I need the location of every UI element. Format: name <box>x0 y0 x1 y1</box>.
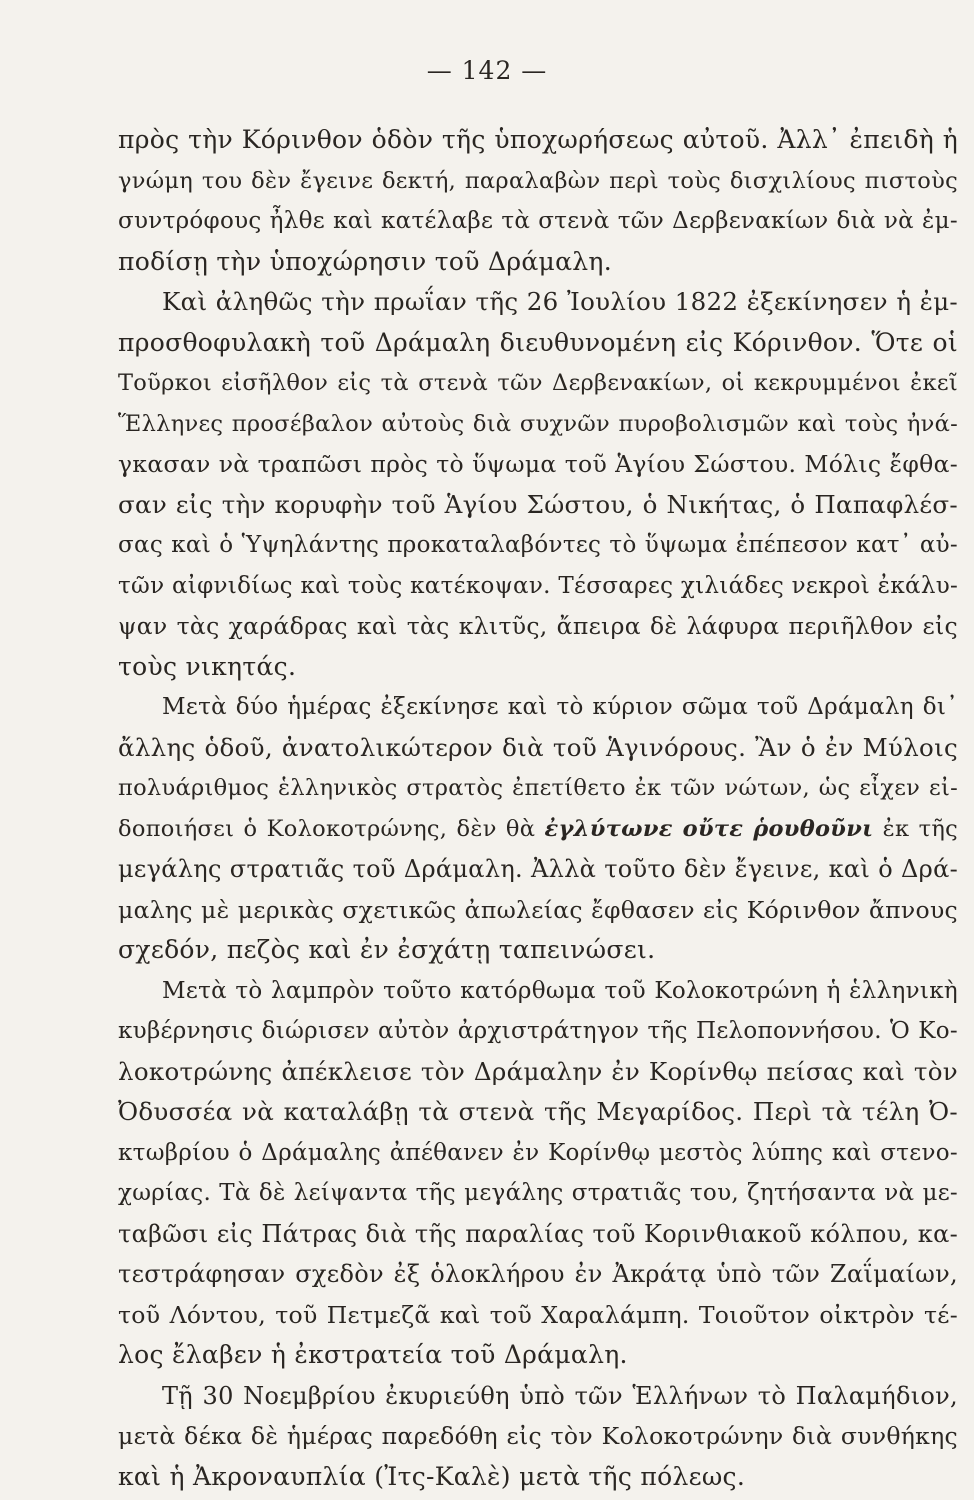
text-line: καὶ ἡ Ἀκροναυπλία (Ἰτς-Καλὲ) μετὰ τῆς πόλεως. <box>118 1461 746 1491</box>
emphasized-phrase: ἐγλύτωνε οὔτε ῥουθοῦνι <box>544 815 874 842</box>
text-line: τοῦ Λόντου, τοῦ Πετμεζᾶ καὶ τοῦ Χαραλάμπη. Τοιοῦτον οἰκτρὸν τέ- <box>118 1300 958 1329</box>
text-line: ἄλλης ὁδοῦ, ἀνατολικώτερον διὰ τοῦ Ἁγινόρους. Ἂν ὁ ἐν Μύλοις <box>118 732 958 762</box>
text-line: ψαν τὰς χαράδρας καὶ τὰς κλιτῦς, ἄπειρα δὲ λάφυρα περιῆλθον εἰς <box>118 612 958 640</box>
text-line: σχεδόν, πεζὸς καὶ ἐν ἐσχάτῃ ταπεινώσει. <box>118 935 656 964</box>
text-line: Ἕλληνες προσέβαλον αὐτοὺς διὰ συχνῶν πυροβολισμῶν καὶ τοὺς ἠνά- <box>118 410 958 437</box>
text-line: σαν εἰς τὴν κορυφὴν τοῦ Ἁγίου Σώστου, ὁ Νικήτας, ὁ Παπαφλέσ- <box>118 489 958 519</box>
body-text <box>118 120 958 1497</box>
text-line: ταβῶσι εἰς Πάτρας διὰ τῆς παραλίας τοῦ Κορινθιακοῦ κόλπου, κα- <box>118 1219 958 1248</box>
text-line: τοὺς νικητάς. <box>118 651 297 681</box>
text-line: λος ἔλαβεν ἡ ἐκστρατεία τοῦ Δράμαλη. <box>118 1340 628 1369</box>
text-line: τῶν αἰφνιδίως καὶ τοὺς κατέκοψαν. Τέσσαρες χιλιάδες νεκροὶ ἐκάλυ- <box>118 572 959 599</box>
text-line: γκασαν νὰ τραπῶσι πρὸς τὸ ὕψωμα τοῦ Ἁγίου Σώστου. Μόλις ἔφθα- <box>118 450 958 478</box>
text-fragment: δοποιήσει ὁ Κολοκοτρώνης, δὲν θὰ <box>118 815 545 842</box>
text-line: κτωβρίου ὁ Δράμαλης ἀπέθανεν ἐν Κορίνθῳ μεστὸς λύπης καὶ στενο- <box>118 1139 958 1166</box>
text-fragment: ἐκ τῆς <box>873 815 959 842</box>
text-line: πρὸς τὴν Κόρινθον ὁδὸν τῆς ὑποχωρήσεως αὐτοῦ. Ἀλλ᾿ ἐπειδὴ ἡ <box>118 125 958 154</box>
page-number: — 142 — <box>426 56 548 85</box>
text-line: Μετὰ δύο ἡμέρας ἐξεκίνησε καὶ τὸ κύριον σῶμα τοῦ Δράμαλη δι᾿ <box>162 694 958 720</box>
text-line: Τοῦρκοι εἰσῆλθον εἰς τὰ στενὰ τῶν Δερβενακίων, οἱ κεκρυμμένοι ἐκεῖ <box>118 370 958 396</box>
text-line: συντρόφους ἦλθε καὶ κατέλαβε τὰ στενὰ τῶν Δερβενακίων διὰ νὰ ἐμ- <box>118 208 958 234</box>
text-line <box>118 809 958 850</box>
text-line: Μετὰ τὸ λαμπρὸν τοῦτο κατόρθωμα τοῦ Κολοκοτρώνη ἡ ἑλληνικὴ <box>162 977 958 1004</box>
text-line: μεγάλης στρατιᾶς τοῦ Δράμαλη. Ἀλλὰ τοῦτο δὲν ἔγεινε, καὶ ὁ Δρά- <box>118 855 958 883</box>
text-line: Τῇ 30 Νοεμβρίου ἐκυριεύθη ὑπὸ τῶν Ἑλλήνων τὸ Παλαμήδιον, <box>162 1381 958 1410</box>
text-line: γνώμη του δὲν ἔγεινε δεκτή, παραλαβὼν περὶ τοὺς δισχιλίους πιστοὺς <box>118 167 958 194</box>
text-line: ποδίσῃ τὴν ὑποχώρησιν τοῦ Δράμαλη. <box>118 246 612 276</box>
text-line: Ὀδυσσέα νὰ καταλάβῃ τὰ στενὰ τῆς Μεγαρίδος. Περὶ τὰ τέλη Ὀ- <box>118 1097 958 1126</box>
text-line: προσθοφυλακὴ τοῦ Δράμαλη διευθυνομένη εἰς Κόρινθον. Ὅτε οἱ <box>118 327 958 357</box>
text-line: σας καὶ ὁ Ὑψηλάντης προκαταλαβόντες τὸ ὕψωμα ἐπέπεσον κατ᾿ αὐ- <box>118 532 958 558</box>
text-line: τεστράφησαν σχεδὸν ἐξ ὁλοκλήρου ἐν Ἀκράτᾳ ὑπὸ τῶν Ζαΐμαίων, <box>118 1260 958 1288</box>
text-line: κυβέρνησις διώρισεν αὐτὸν ἀρχιστράτηγον τῆς Πελοποννήσου. Ὁ Κο- <box>118 1018 958 1044</box>
text-line: μαλης μὲ μερικὰς σχετικῶς ἀπωλείας ἔφθασεν εἰς Κόρινθον ἄπνους <box>118 895 958 924</box>
text-line: πολυάριθμος ἑλληνικὸς στρατὸς ἐπετίθετο ἐκ τῶν νώτων, ὡς εἶχεν εἰ- <box>118 775 958 801</box>
text-line: λοκοτρώνης ἀπέκλεισε τὸν Δράμαλην ἐν Κορίνθῳ πείσας καὶ τὸν <box>118 1056 958 1086</box>
text-line: Καὶ ἀληθῶς τὴν πρωΐαν τῆς 26 Ἰουλίου 1822 ἐξεκίνησεν ἡ ἐμ- <box>162 287 958 316</box>
text-line: χωρίας. Τὰ δὲ λείψαντα τῆς μεγάλης στρατιᾶς του, ζητήσαντα νὰ με- <box>118 1180 958 1206</box>
text-line: μετὰ δέκα δὲ ἡμέρας παρεδόθη εἰς τὸν Κολοκοτρώνην διὰ συνθήκης <box>118 1422 958 1450</box>
